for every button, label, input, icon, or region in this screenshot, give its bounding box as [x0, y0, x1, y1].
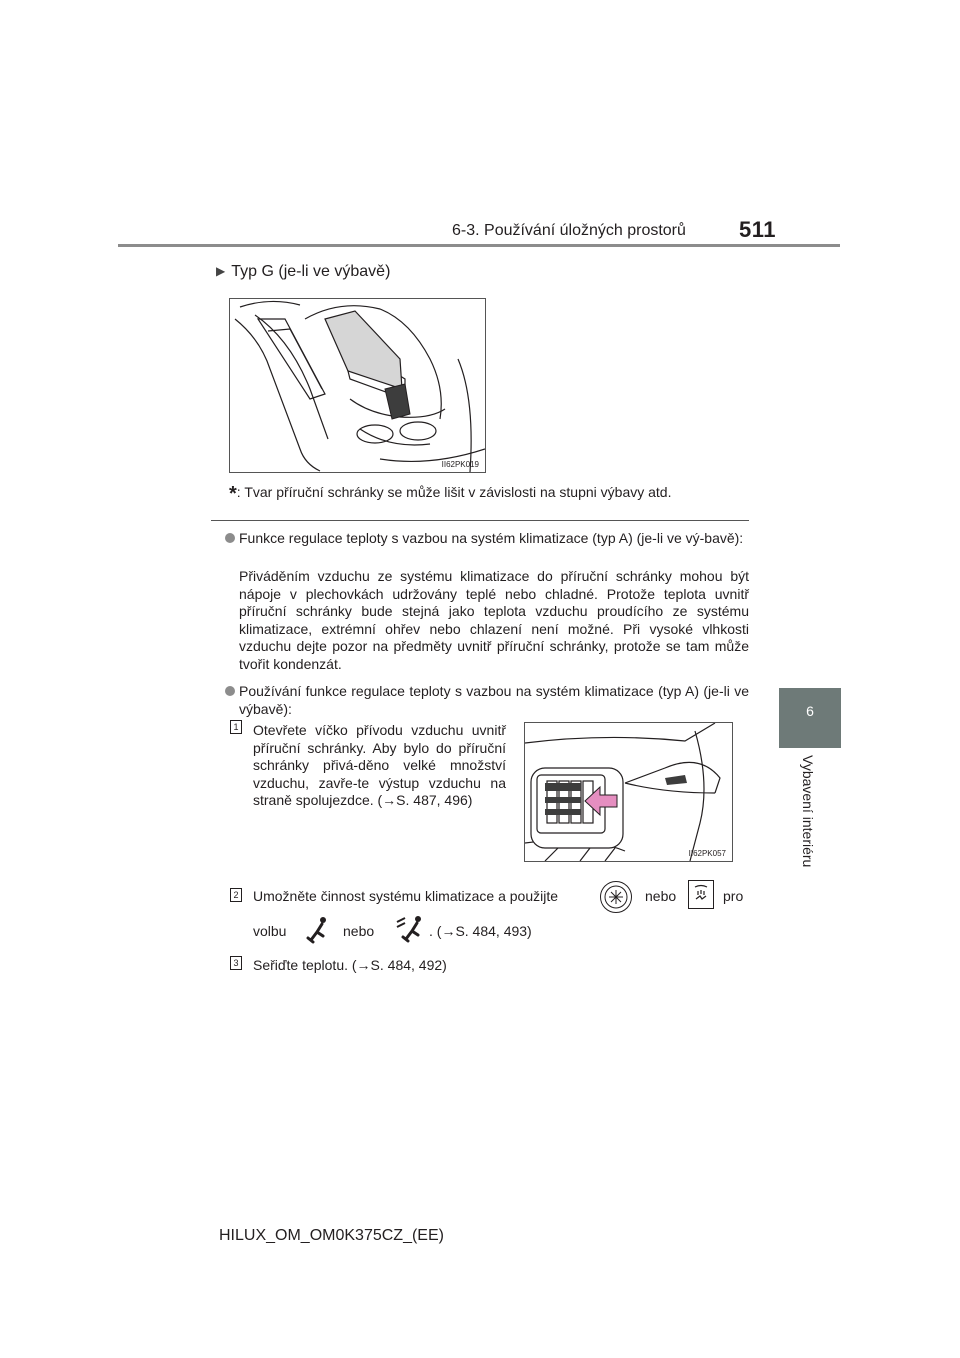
step-text: Otevřete víčko přívodu vzduchu uvnitř příruční schránky. Aby bylo do příruční schránky přivá-děno velké množství vzduchu, zavře-te výstup vzduchu na straně spolujezdce. (→S. 487, 496) [253, 722, 506, 808]
step-text-b: nebo [645, 888, 677, 904]
figure-code: II62PK057 [688, 849, 726, 858]
foot-defog-button-icon [688, 880, 714, 909]
feet-airflow-icon [305, 916, 329, 944]
bullet-dot-icon [225, 686, 235, 696]
air-intake-illustration [525, 723, 732, 861]
bullet-title: Funkce regulace teploty s vazbou na systém klimatizace (typ A) (je-li ve vý-bavě): [239, 530, 744, 546]
step-number: 1 [230, 720, 242, 734]
figure-air-intake [524, 722, 733, 862]
bullet-item [225, 530, 749, 548]
step-text-d: volbu [253, 923, 287, 939]
bullet-item [225, 683, 749, 718]
feet-windshield-airflow-icon [393, 914, 425, 944]
type-heading-text: Typ G (je-li ve výbavě) [231, 263, 391, 280]
step-number: 3 [230, 956, 242, 970]
footnote-text: : Tvar příruční schránky se může lišit v závislosti na stupni výbavy atd. [236, 484, 672, 500]
section-divider [211, 520, 749, 521]
step-text-a: Umožněte činnost systému klimatizace a použijte [253, 888, 559, 904]
document-code: HILUX_OM_OM0K375CZ_(EE) [219, 1227, 444, 1244]
airflow-mode-dial-icon [600, 881, 632, 913]
step-text: Seřiďte teplotu. (→S. 484, 492) [253, 957, 447, 973]
page-number: 511 [739, 217, 776, 242]
footnote [229, 483, 671, 506]
bullet-body: Přiváděním vzduchu ze systému klimatizace do příruční schránky mohou být nápoje v plechovkách udržovány teplé nebo chladné. Protože teplota uvnitř příruční schránky bude stejná jako teplota vzduchu proudícího ze systému klimatizace, extrémní ohřev nebo chlazení není možné. Při vysoké vlhkosti vzduchu dejte pozor na předměty uvnitř příruční schránky, protože se tam může tvořit kondenzát. [239, 568, 749, 672]
type-heading [216, 263, 390, 281]
bullet-title: Používání funkce regulace teploty s vazbou na systém klimatizace (typ A) (je-li ve výbavě): [239, 683, 749, 717]
step-text-f: . (→S. 484, 493) [429, 923, 532, 939]
triangle-bullet-icon: ▶ [216, 264, 226, 278]
bullet-dot-icon [225, 533, 235, 543]
footnote-mark: * [229, 483, 237, 505]
chapter-number: 6 [806, 703, 814, 719]
figure-console-storage [229, 298, 486, 473]
step-text-e: nebo [343, 923, 375, 939]
step-number: 2 [230, 888, 242, 902]
chapter-tab [779, 688, 841, 748]
section-title: 6-3. Používání úložných prostorů [452, 222, 686, 239]
console-illustration [230, 299, 485, 472]
figure-code: II62PK019 [441, 460, 479, 469]
header-divider [118, 244, 840, 247]
step-text-c: pro [723, 888, 744, 904]
chapter-label: Vybavení interiéru [800, 755, 816, 868]
